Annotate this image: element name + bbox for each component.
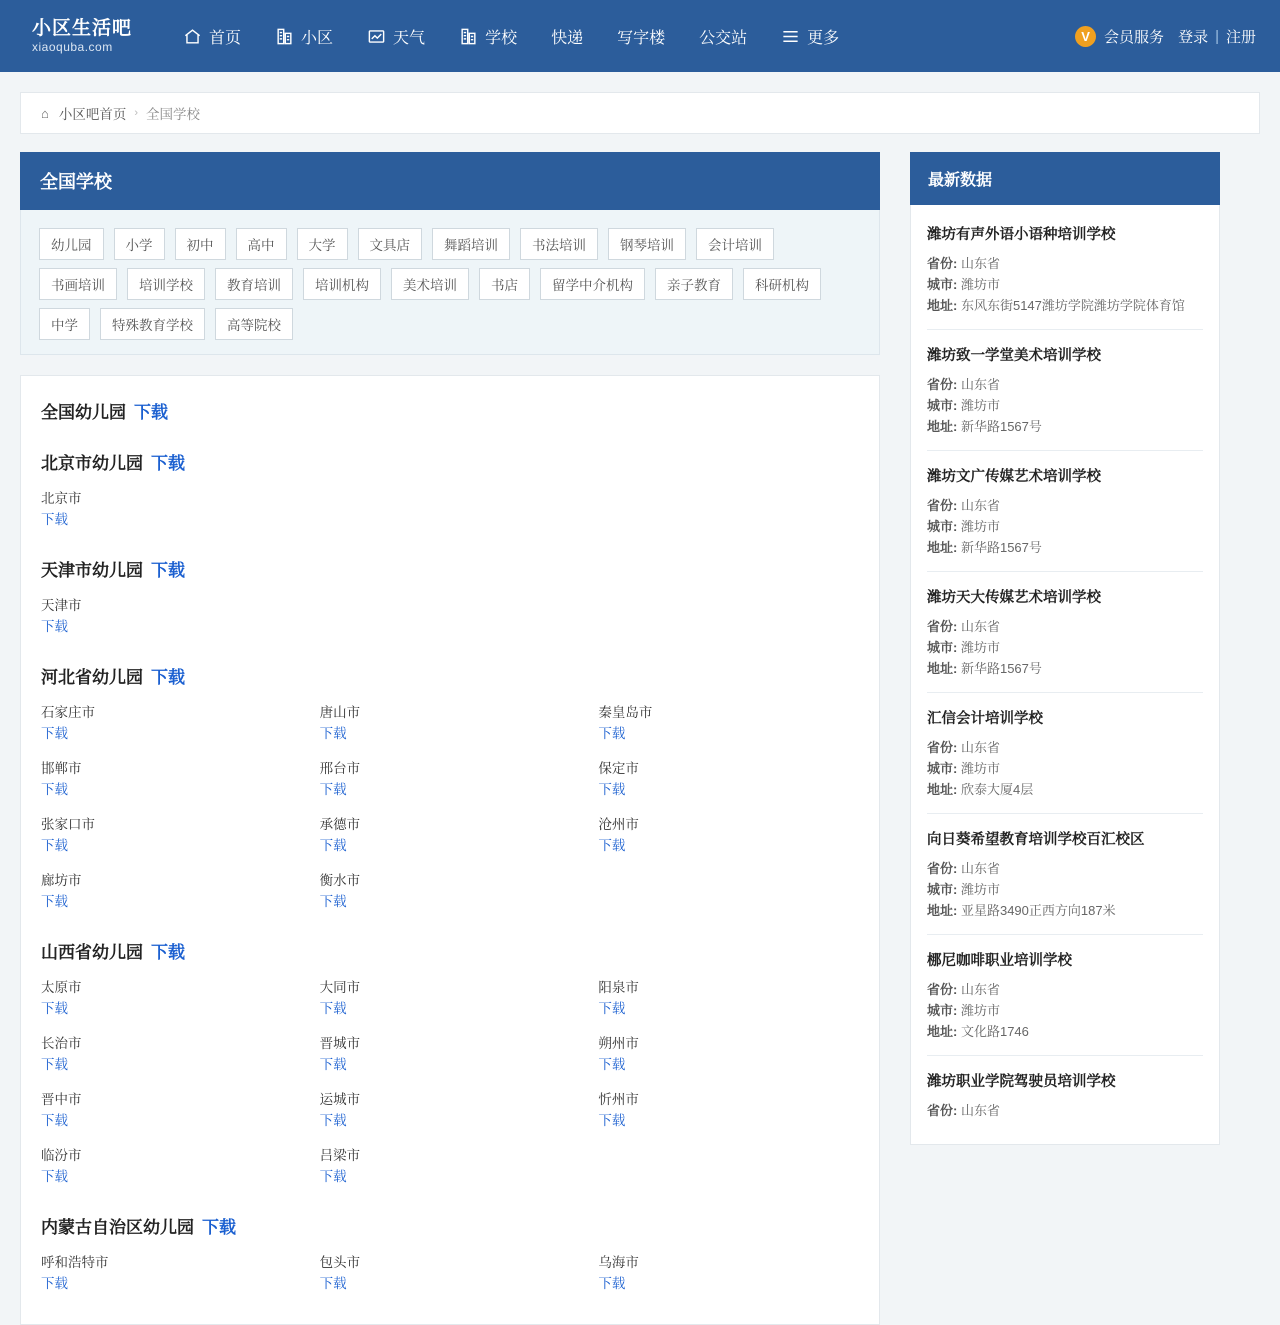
city-download-link[interactable]: 下载	[319, 1001, 347, 1016]
province-value: 山东省	[960, 619, 1000, 634]
city-label: 城市:	[927, 882, 958, 897]
school-province	[927, 253, 1203, 274]
school-city	[927, 274, 1203, 295]
school-name[interactable]: 潍坊天大传媒艺术培训学校	[927, 590, 1101, 606]
group-label: 北京市幼儿园	[41, 454, 143, 473]
school-name[interactable]: 向日葵希望教育培训学校百汇校区	[927, 832, 1145, 848]
city-item	[320, 1252, 581, 1294]
school-name[interactable]: 潍坊文广传媒艺术培训学校	[927, 469, 1101, 485]
province-label: 省份:	[927, 982, 958, 997]
category-tag[interactable]: 高中	[236, 228, 287, 260]
category-filter-panel	[20, 210, 880, 355]
city-value: 潍坊市	[960, 882, 1000, 897]
city-label: 城市:	[927, 398, 958, 413]
content-columns	[20, 152, 1260, 1325]
nav-label: 学校	[485, 29, 518, 47]
nav-item-more[interactable]	[764, 0, 856, 72]
city-name: 太原市	[41, 980, 82, 995]
home-icon	[183, 27, 202, 46]
address-value: 欣泰大厦4层	[960, 782, 1034, 797]
city-item	[320, 758, 581, 800]
school-name[interactable]: 梛尼咖啡职业培训学校	[927, 953, 1072, 969]
vip-badge-icon: V	[1075, 26, 1096, 47]
vip-service-button[interactable]	[1061, 26, 1178, 47]
register-link[interactable]: 注册	[1225, 28, 1256, 46]
city-grid-beijing	[41, 488, 859, 530]
category-tag[interactable]: 书店	[479, 268, 530, 300]
header-right-actions	[1061, 26, 1262, 47]
list-item	[927, 451, 1203, 572]
category-tag[interactable]: 特殊教育学校	[100, 308, 205, 340]
city-value: 潍坊市	[960, 761, 1000, 776]
city-download-link[interactable]: 下载	[598, 1113, 626, 1128]
school-address	[927, 537, 1203, 558]
city-name: 北京市	[41, 491, 82, 506]
city-name: 晋城市	[319, 1036, 361, 1051]
nav-item-bus-stop[interactable]	[682, 0, 764, 72]
group-label: 全国幼儿园	[41, 403, 126, 422]
school-province	[927, 374, 1203, 395]
weather-icon	[367, 27, 386, 46]
city-item	[41, 814, 302, 856]
city-item	[320, 977, 581, 1019]
school-city	[927, 637, 1203, 658]
city-grid-shanxi	[41, 977, 859, 1187]
city-item	[598, 977, 859, 1019]
province-label: 省份:	[927, 740, 958, 755]
city-item	[41, 870, 302, 912]
group-title-beijing	[41, 449, 859, 474]
city-item	[41, 1033, 302, 1075]
city-download-link[interactable]: 下载	[41, 726, 68, 741]
nav-item-express[interactable]	[534, 0, 600, 72]
download-link[interactable]: 下载	[134, 403, 168, 422]
city-download-link[interactable]: 下载	[41, 894, 68, 909]
province-value: 山东省	[960, 740, 1000, 755]
nav-label: 写字楼	[617, 29, 666, 47]
city-item	[320, 1089, 581, 1131]
city-download-link[interactable]: 下载	[41, 1169, 68, 1184]
group-label: 山西省幼儿园	[41, 943, 143, 962]
logo-primary-text: 小区生活吧	[32, 18, 133, 39]
city-grid-inner-mongolia	[41, 1252, 859, 1294]
category-tag[interactable]: 教育培训	[215, 268, 293, 300]
school-name[interactable]: 潍坊有声外语小语种培训学校	[927, 227, 1116, 243]
group-label: 天津市幼儿园	[41, 561, 143, 580]
school-city	[927, 758, 1203, 779]
nav-item-community[interactable]	[258, 0, 350, 72]
nav-item-office-building[interactable]	[600, 0, 682, 72]
city-item	[41, 702, 302, 744]
city-download-link[interactable]: 下载	[41, 619, 68, 634]
nav-label: 更多	[807, 29, 840, 47]
city-name: 大同市	[319, 980, 361, 995]
city-name: 沧州市	[598, 817, 639, 832]
chevron-right-icon: ›	[134, 107, 139, 119]
school-name[interactable]: 汇信会计培训学校	[927, 711, 1043, 727]
city-name: 廊坊市	[41, 873, 82, 888]
city-item	[598, 758, 859, 800]
address-value: 亚星路3490正西方向187米	[960, 903, 1116, 918]
category-tag[interactable]: 大学	[297, 228, 348, 260]
city-item	[41, 758, 302, 800]
city-download-link[interactable]: 下载	[41, 838, 68, 853]
nav-label: 小区	[301, 29, 334, 47]
city-value: 潍坊市	[960, 398, 1000, 413]
address-value: 东风东街5147潍坊学院潍坊学院体育馆	[960, 298, 1185, 313]
group-title-national	[41, 398, 859, 423]
download-list-card	[20, 375, 880, 1325]
city-download-link[interactable]: 下载	[598, 1001, 626, 1016]
download-link[interactable]: 下载	[151, 943, 185, 962]
school-province	[927, 1100, 1203, 1121]
city-download-link[interactable]: 下载	[598, 782, 626, 797]
city-label: 城市:	[927, 277, 958, 292]
city-name: 承德市	[319, 817, 361, 832]
school-address	[927, 658, 1203, 679]
city-item	[320, 1145, 581, 1187]
school-address	[927, 1021, 1203, 1042]
category-tag[interactable]: 高等院校	[215, 308, 293, 340]
building-icon	[275, 27, 294, 46]
address-value: 新华路1567号	[960, 540, 1042, 555]
nav-label: 快递	[551, 29, 584, 47]
city-name: 晋中市	[41, 1092, 82, 1107]
city-name: 邯郸市	[41, 761, 82, 776]
province-label: 省份:	[927, 377, 958, 392]
category-tag[interactable]: 科研机构	[743, 268, 821, 300]
category-tag[interactable]: 培训机构	[303, 268, 381, 300]
school-address	[927, 779, 1203, 800]
page-title: 全国学校	[20, 152, 880, 210]
list-item	[927, 693, 1203, 814]
school-address	[927, 295, 1203, 316]
province-label: 省份:	[927, 1103, 958, 1118]
province-value: 山东省	[960, 861, 1000, 876]
school-province	[927, 979, 1203, 1000]
province-value: 山东省	[960, 256, 1000, 271]
city-item	[41, 595, 302, 637]
category-tag[interactable]: 文具店	[358, 228, 423, 260]
city-name: 忻州市	[598, 1092, 639, 1107]
province-label: 省份:	[927, 861, 958, 876]
school-province	[927, 495, 1203, 516]
address-label: 地址:	[927, 661, 958, 676]
address-label: 地址:	[927, 1024, 958, 1039]
address-label: 地址:	[927, 298, 958, 313]
city-name: 运城市	[319, 1092, 361, 1107]
group-label: 内蒙古自治区幼儿园	[41, 1218, 194, 1237]
city-download-link[interactable]: 下载	[598, 726, 626, 741]
page-container	[20, 72, 1260, 1325]
nav-label: 首页	[209, 29, 242, 47]
city-item	[41, 488, 302, 530]
city-value: 潍坊市	[960, 519, 1000, 534]
category-tag[interactable]: 留学中介机构	[540, 268, 645, 300]
province-label: 省份:	[927, 619, 958, 634]
download-link[interactable]: 下载	[151, 668, 185, 687]
city-name: 石家庄市	[41, 705, 95, 720]
city-value: 潍坊市	[960, 640, 1000, 655]
latest-data-list	[910, 205, 1220, 1145]
main-column	[20, 152, 880, 1325]
city-value: 潍坊市	[960, 1003, 1000, 1018]
school-city	[927, 1000, 1203, 1021]
group-title-shanxi	[41, 938, 859, 963]
city-download-link[interactable]: 下载	[598, 1276, 626, 1291]
city-download-link[interactable]: 下载	[319, 726, 347, 741]
vip-service-label: 会员服务	[1104, 28, 1165, 46]
breadcrumb-current: 全国学校	[146, 107, 201, 122]
city-name: 唐山市	[319, 705, 361, 720]
city-download-link[interactable]: 下载	[319, 1113, 347, 1128]
auth-links	[1178, 26, 1262, 47]
category-tag[interactable]: 初中	[175, 228, 226, 260]
category-tag[interactable]: 培训学校	[127, 268, 205, 300]
list-item	[927, 572, 1203, 693]
school-address	[927, 416, 1203, 437]
main-nav	[166, 0, 1061, 72]
school-name[interactable]: 潍坊职业学院驾驶员培训学校	[927, 1074, 1116, 1090]
city-item	[320, 1033, 581, 1075]
city-item	[41, 1089, 302, 1131]
city-item	[598, 1033, 859, 1075]
school-city	[927, 879, 1203, 900]
nav-item-home[interactable]	[166, 0, 258, 72]
city-item	[41, 1145, 302, 1187]
login-link[interactable]: 登录	[1178, 28, 1209, 46]
city-name: 长治市	[41, 1036, 82, 1051]
city-download-link[interactable]: 下载	[41, 782, 68, 797]
province-value: 山东省	[960, 1103, 1000, 1118]
category-tag[interactable]: 书法培训	[520, 228, 598, 260]
city-download-link[interactable]: 下载	[41, 1276, 68, 1291]
nav-item-school[interactable]	[442, 0, 534, 72]
city-download-link[interactable]: 下载	[319, 1169, 347, 1184]
list-item	[927, 1056, 1203, 1134]
menu-icon	[781, 27, 800, 46]
list-item	[927, 935, 1203, 1056]
city-name: 阳泉市	[598, 980, 639, 995]
city-name: 临汾市	[41, 1148, 82, 1163]
group-label: 河北省幼儿园	[41, 668, 143, 687]
category-tag[interactable]: 中学	[39, 308, 90, 340]
city-label: 城市:	[927, 761, 958, 776]
city-item	[320, 814, 581, 856]
category-tag[interactable]: 亲子教育	[655, 268, 733, 300]
city-name: 呼和浩特市	[41, 1255, 109, 1270]
province-value: 山东省	[960, 377, 1000, 392]
city-label: 城市:	[927, 640, 958, 655]
city-name: 朔州市	[598, 1036, 639, 1051]
category-tag[interactable]: 美术培训	[391, 268, 469, 300]
logo-domain-text: xiaoquba.com	[32, 40, 113, 54]
school-province	[927, 616, 1203, 637]
city-name: 张家口市	[41, 817, 95, 832]
school-city	[927, 516, 1203, 537]
sidebar-title: 最新数据	[910, 152, 1220, 205]
city-download-link[interactable]: 下载	[41, 1001, 68, 1016]
city-item	[598, 1089, 859, 1131]
school-address	[927, 900, 1203, 921]
school-province	[927, 858, 1203, 879]
city-download-link[interactable]: 下载	[41, 1057, 68, 1072]
school-name[interactable]: 潍坊致一学堂美术培训学校	[927, 348, 1101, 364]
city-download-link[interactable]: 下载	[41, 512, 68, 527]
download-link[interactable]: 下载	[151, 561, 185, 580]
school-province	[927, 737, 1203, 758]
city-item	[41, 1252, 302, 1294]
city-name: 保定市	[598, 761, 639, 776]
city-item	[598, 814, 859, 856]
city-item	[320, 870, 581, 912]
top-navigation-bar	[0, 0, 1280, 72]
site-logo[interactable]	[24, 13, 140, 59]
city-label: 城市:	[927, 1003, 958, 1018]
city-name: 天津市	[41, 598, 82, 613]
category-tag[interactable]: 会计培训	[696, 228, 774, 260]
city-download-link[interactable]: 下载	[319, 782, 347, 797]
category-tag-list	[39, 228, 861, 340]
sidebar	[910, 152, 1220, 1145]
city-item	[598, 702, 859, 744]
city-name: 秦皇岛市	[598, 705, 653, 720]
address-label: 地址:	[927, 540, 958, 555]
category-tag[interactable]: 书画培训	[39, 268, 117, 300]
city-download-link[interactable]: 下载	[319, 1276, 347, 1291]
list-item	[927, 814, 1203, 935]
city-grid-tianjin	[41, 595, 859, 637]
category-tag[interactable]: 小学	[114, 228, 165, 260]
category-tag[interactable]: 幼儿园	[39, 228, 104, 260]
city-name: 乌海市	[598, 1255, 639, 1270]
city-name: 衡水市	[319, 873, 361, 888]
city-item	[320, 702, 581, 744]
breadcrumb-home-link[interactable]: 小区吧首页	[58, 107, 127, 122]
city-download-link[interactable]: 下载	[319, 894, 347, 909]
address-value: 新华路1567号	[960, 661, 1042, 676]
group-title-tianjin	[41, 556, 859, 581]
province-label: 省份:	[927, 498, 958, 513]
auth-separator: |	[1215, 27, 1219, 45]
address-label: 地址:	[927, 419, 958, 434]
school-icon	[459, 27, 478, 46]
city-download-link[interactable]: 下载	[598, 1057, 626, 1072]
city-grid-hebei	[41, 702, 859, 912]
home-icon-small: ⌂	[41, 105, 49, 121]
city-name: 包头市	[319, 1255, 361, 1270]
category-tag[interactable]: 钢琴培训	[608, 228, 686, 260]
school-city	[927, 395, 1203, 416]
group-title-hebei	[41, 663, 859, 688]
breadcrumb	[20, 92, 1260, 134]
list-item	[927, 330, 1203, 451]
nav-label: 天气	[393, 29, 426, 47]
download-link[interactable]: 下载	[202, 1218, 236, 1237]
nav-label: 公交站	[699, 29, 748, 47]
city-label: 城市:	[927, 519, 958, 534]
address-label: 地址:	[927, 903, 958, 918]
province-value: 山东省	[960, 498, 1000, 513]
city-name: 邢台市	[319, 761, 361, 776]
province-value: 山东省	[960, 982, 1000, 997]
city-download-link[interactable]: 下载	[319, 838, 347, 853]
address-value: 文化路1746	[960, 1024, 1029, 1039]
city-name: 吕梁市	[319, 1148, 361, 1163]
category-tag[interactable]: 舞蹈培训	[432, 228, 510, 260]
nav-item-weather[interactable]	[350, 0, 442, 72]
city-item	[598, 1252, 859, 1294]
city-download-link[interactable]: 下载	[598, 838, 626, 853]
download-link[interactable]: 下载	[151, 454, 185, 473]
address-label: 地址:	[927, 782, 958, 797]
city-download-link[interactable]: 下载	[41, 1113, 68, 1128]
list-item	[927, 209, 1203, 330]
province-label: 省份:	[927, 256, 958, 271]
city-value: 潍坊市	[960, 277, 1000, 292]
group-title-inner-mongolia	[41, 1213, 859, 1238]
address-value: 新华路1567号	[960, 419, 1042, 434]
city-item	[41, 977, 302, 1019]
city-download-link[interactable]: 下载	[319, 1057, 347, 1072]
